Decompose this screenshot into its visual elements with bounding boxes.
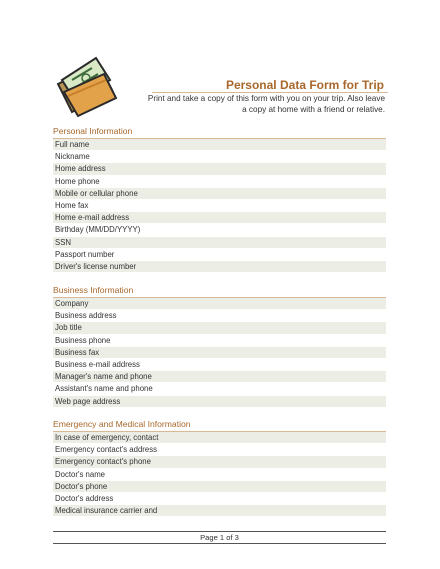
field-row-business-fax[interactable]: Business fax xyxy=(53,347,386,359)
field-row-doctor-phone[interactable]: Doctor's phone xyxy=(53,481,386,493)
section-title-personal: Personal Information xyxy=(53,126,133,136)
field-row-company[interactable]: Company xyxy=(53,298,386,310)
personal-info-table xyxy=(53,139,386,273)
field-row-passport[interactable]: Passport number xyxy=(53,249,386,261)
wallet-with-money-icon xyxy=(50,50,128,120)
field-row-manager[interactable]: Manager's name and phone xyxy=(53,371,386,383)
field-row-emergency-address[interactable]: Emergency contact's address xyxy=(53,444,386,456)
section-title-business: Business Information xyxy=(53,285,134,295)
field-row-assistant[interactable]: Assistant's name and phone xyxy=(53,383,386,395)
field-row-home-phone[interactable]: Home phone xyxy=(53,176,386,188)
business-info-table xyxy=(53,298,386,408)
field-row-doctor-name[interactable]: Doctor's name xyxy=(53,469,386,481)
page-number: Page 1 of 3 xyxy=(200,533,239,542)
field-row-doctor-address[interactable]: Doctor's address xyxy=(53,493,386,505)
emergency-info-table xyxy=(53,432,386,517)
footer-divider xyxy=(53,531,386,532)
page-title: Personal Data Form for Trip xyxy=(225,78,384,92)
field-row-business-address[interactable]: Business address xyxy=(53,310,386,322)
field-row-drivers-license[interactable]: Driver's license number xyxy=(53,261,386,273)
field-row-full-name[interactable]: Full name xyxy=(53,139,386,151)
field-row-emergency-phone[interactable]: Emergency contact's phone xyxy=(53,456,386,468)
field-row-mobile-phone[interactable]: Mobile or cellular phone xyxy=(53,188,386,200)
field-row-web-page[interactable]: Web page address xyxy=(53,396,386,408)
field-row-nickname[interactable]: Nickname xyxy=(53,151,386,163)
field-row-business-phone[interactable]: Business phone xyxy=(53,335,386,347)
field-row-business-email[interactable]: Business e-mail address xyxy=(53,359,386,371)
footer-divider xyxy=(53,543,386,544)
field-row-ssn[interactable]: SSN xyxy=(53,237,386,249)
field-row-emergency-contact[interactable]: In case of emergency, contact xyxy=(53,432,386,444)
field-row-job-title[interactable]: Job title xyxy=(53,322,386,334)
form-instructions: Print and take a copy of this form with you on your trip. Also leave a copy at home with a friend or relative. xyxy=(147,94,385,114)
field-row-home-address[interactable]: Home address xyxy=(53,163,386,175)
title-divider xyxy=(152,92,388,93)
field-row-home-email[interactable]: Home e-mail address xyxy=(53,212,386,224)
field-row-birthday[interactable]: Birthday (MM/DD/YYYY) xyxy=(53,224,386,236)
section-title-emergency: Emergency and Medical Information xyxy=(53,419,191,429)
field-row-insurance[interactable]: Medical insurance carrier and xyxy=(53,505,386,517)
field-row-home-fax[interactable]: Home fax xyxy=(53,200,386,212)
